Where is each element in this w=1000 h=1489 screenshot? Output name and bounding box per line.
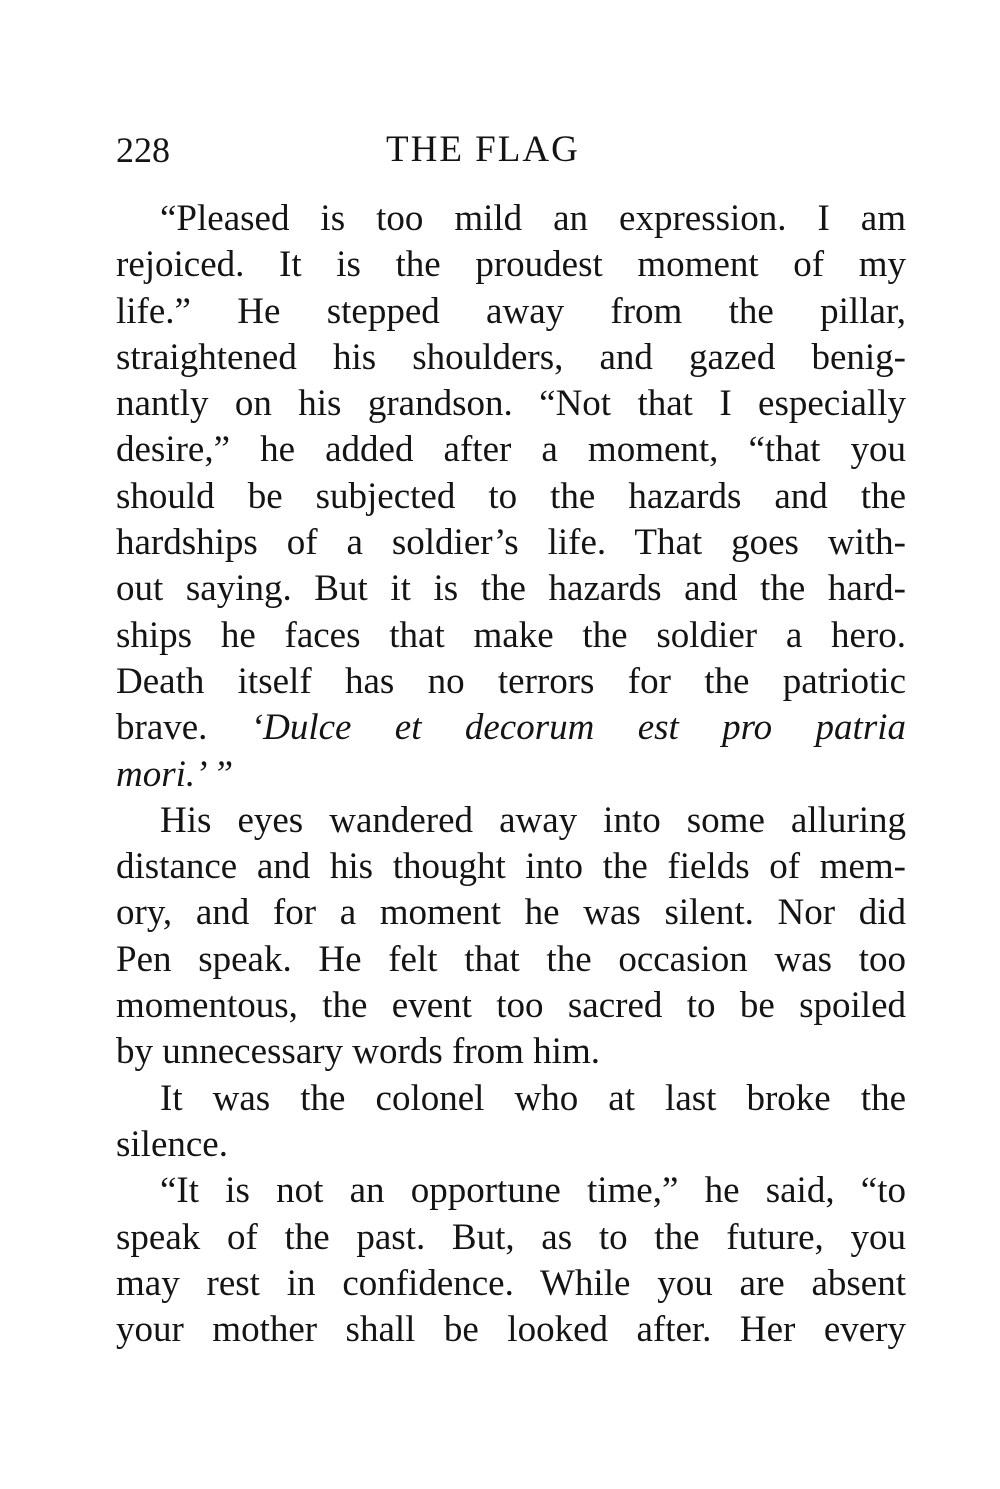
line-text: hardships of a soldier’s life. That goes with- (116, 522, 906, 564)
page-header (116, 124, 906, 176)
text-line (116, 381, 906, 427)
italic-quote: mori.’ ” (116, 753, 234, 795)
line-text: silence. (116, 1123, 228, 1165)
body-text (116, 196, 906, 1353)
text-line (116, 335, 906, 381)
line-text: “Pleased is too mild an expression. I am (160, 198, 906, 239)
line-text: should be subjected to the hazards and the (116, 475, 906, 517)
italic-quote: ‘Dulce et decorum est pro patria (250, 707, 906, 749)
line-text: distance and his thought into the fields of mem- (116, 846, 906, 888)
text-line (116, 1122, 906, 1168)
line-text: rejoiced. It is the proudest moment of my (116, 244, 906, 286)
running-head: THE FLAG (386, 129, 580, 170)
line-text: straightened his shoulders, and gazed benig- (116, 336, 906, 378)
line-text: your mother shall be looked after. Her every (116, 1309, 906, 1351)
text-line (116, 983, 906, 1029)
text-line (116, 844, 906, 890)
line-text: Pen speak. He felt that the occasion was too (116, 938, 906, 980)
text-line (116, 659, 906, 705)
text-line (116, 1215, 906, 1261)
text-line (116, 1307, 906, 1353)
line-text: life.” He stepped away from the pillar, (116, 290, 906, 332)
text-line (116, 890, 906, 936)
text-line (116, 1029, 906, 1075)
line-text: ships he faces that make the soldier a hero. (116, 614, 906, 656)
text-line (116, 196, 906, 242)
text-line (116, 1168, 906, 1214)
line-text: His eyes wandered away into some alluring (160, 799, 906, 841)
line-text: “It is not an opportune time,” he said, “to (160, 1170, 906, 1212)
line-text: by unnecessary words from him. (116, 1031, 600, 1073)
text-line (116, 289, 906, 335)
text-line (116, 705, 906, 751)
line-text: ory, and for a moment he was silent. Nor did (116, 892, 906, 934)
line-text: desire,” he added after a moment, “that you (116, 429, 906, 471)
line-text: Death itself has no terrors for the patriotic (116, 660, 906, 702)
text-line (116, 474, 906, 520)
text-line (116, 1261, 906, 1307)
text-line (116, 752, 906, 798)
line-text: speak of the past. But, as to the future, you (116, 1216, 906, 1258)
text-line (116, 937, 906, 983)
text-line (116, 520, 906, 566)
text-line (116, 1076, 906, 1122)
text-line (116, 242, 906, 288)
line-text: may rest in confidence. While you are absent (116, 1262, 906, 1304)
text-line (116, 613, 906, 659)
line-text: out saying. But it is the hazards and the hard- (116, 568, 906, 610)
text-line (116, 798, 906, 844)
line-text: brave. (116, 707, 251, 749)
line-text: It was the colonel who at last broke the (160, 1077, 906, 1119)
text-line (116, 566, 906, 612)
line-text: nantly on his grandson. “Not that I especially (116, 383, 906, 425)
text-line (116, 427, 906, 473)
line-text: momentous, the event too sacred to be spoiled (116, 985, 906, 1027)
page-number: 228 (116, 130, 170, 170)
